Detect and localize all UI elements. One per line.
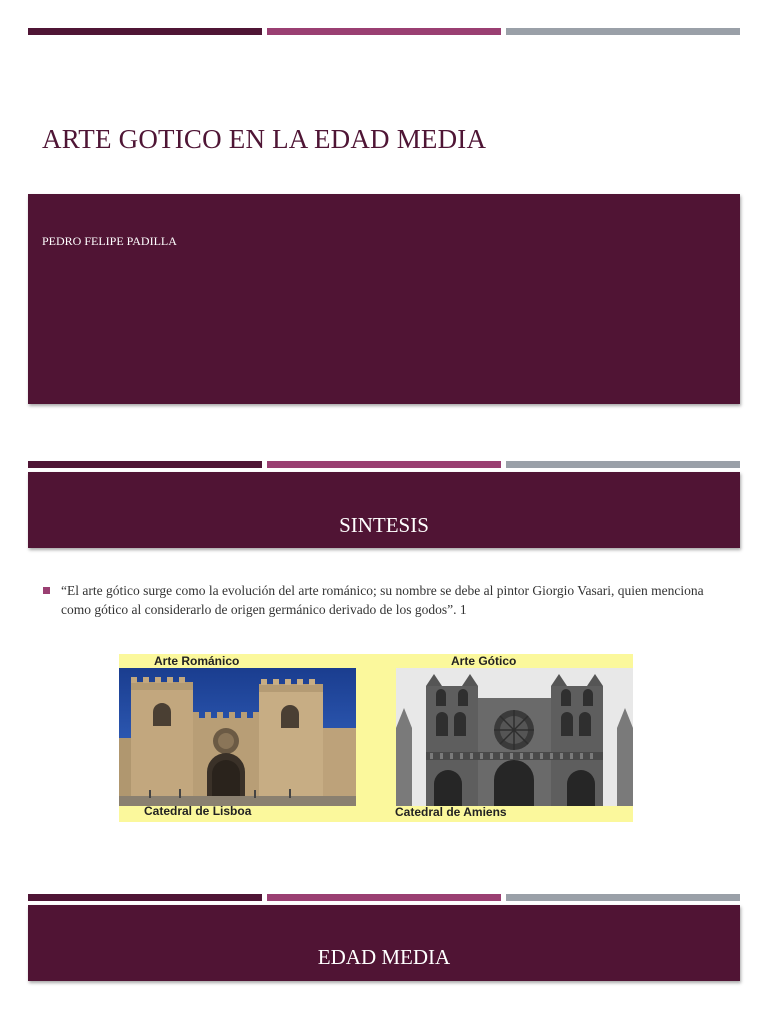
author-name: PEDRO FELIPE PADILLA — [42, 234, 177, 248]
gothic-heading: Arte Gótico — [451, 654, 517, 668]
comparison-figure — [119, 654, 633, 822]
edad-media-panel — [28, 905, 740, 981]
edad-media-title: EDAD MEDIA — [317, 945, 451, 969]
section-accent-bar-gray — [506, 461, 740, 468]
bullet-square-icon — [43, 587, 50, 594]
lisbon-cathedral-photo — [119, 668, 356, 806]
section-accent-bar-dark — [28, 461, 262, 468]
section-header-panel — [28, 472, 740, 548]
top-accent-bar-dark — [28, 28, 262, 35]
bottom-accent-bar-dark — [28, 894, 262, 901]
bottom-accent-bar-magenta — [267, 894, 501, 901]
subtitle-panel — [28, 194, 740, 404]
lisbon-cathedral-illustration — [119, 668, 356, 806]
top-accent-bar-gray — [506, 28, 740, 35]
bottom-accent-bar-gray — [506, 894, 740, 901]
amiens-cathedral-photo — [396, 668, 633, 806]
section-accent-bar-magenta — [267, 461, 501, 468]
amiens-caption: Catedral de Amiens — [395, 805, 507, 819]
quote-bullet-text: “El arte gótico surge como la evolución del arte románico; su nombre se debe al pintor Giorgio Vasari, quien menciona como gótico al considerarlo de origen germánico derivado de los godos”. 1 — [61, 583, 704, 617]
slide-title: ARTE GOTICO EN LA EDAD MEDIA — [42, 124, 487, 154]
lisbon-caption: Catedral de Lisboa — [144, 804, 252, 818]
section-title: SINTESIS — [339, 513, 429, 537]
top-accent-bar-magenta — [267, 28, 501, 35]
amiens-cathedral-illustration — [396, 668, 633, 806]
romanesque-heading: Arte Románico — [154, 654, 240, 668]
